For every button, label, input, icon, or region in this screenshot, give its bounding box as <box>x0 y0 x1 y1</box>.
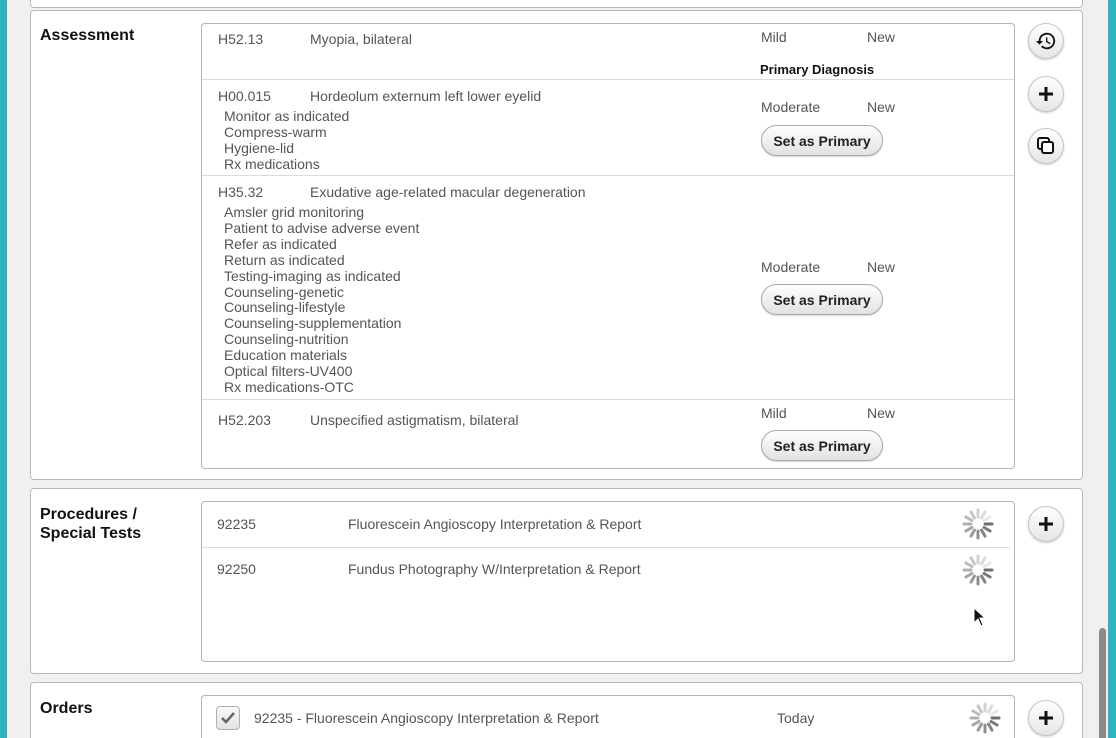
plan-item: Patient to advise adverse event <box>224 219 420 236</box>
plan-item: Counseling-lifestyle <box>224 299 346 316</box>
plus-icon <box>1037 85 1055 103</box>
diagnosis-status: New <box>867 29 896 45</box>
diagnosis-severity: Mild <box>761 405 787 421</box>
diagnosis-description: Exudative age-related macular degeneration <box>310 184 586 200</box>
scrollbar-thumb[interactable] <box>1099 628 1106 738</box>
orders-list <box>201 695 1015 738</box>
plan-list <box>224 109 349 173</box>
assessment-section <box>30 10 1083 480</box>
plan-item: Education materials <box>224 347 347 364</box>
order-label: 92235 - Fluorescein Angioscopy Interpretation & Report <box>254 710 599 726</box>
procedures-title <box>40 505 141 543</box>
plan-item: Counseling-genetic <box>224 283 344 300</box>
previous-section <box>30 0 1083 8</box>
diagnosis-status: New <box>867 405 896 421</box>
procedure-list <box>201 501 1015 662</box>
procedure-code: 92250 <box>217 561 256 577</box>
plan-item: Counseling-supplementation <box>224 315 402 332</box>
plus-icon <box>1037 515 1055 533</box>
add-procedure-button[interactable] <box>1028 506 1064 542</box>
checkmark-icon <box>220 710 236 726</box>
plan-item: Refer as indicated <box>224 235 337 252</box>
loading-spinner-icon <box>969 702 1001 734</box>
set-as-primary-button[interactable]: Set as Primary <box>761 284 883 315</box>
plan-item: Optical filters-UV400 <box>224 363 353 380</box>
plan-item: Hygiene-lid <box>224 139 295 156</box>
diagnosis-code: H00.015 <box>218 88 271 104</box>
plan-item: Return as indicated <box>224 251 345 268</box>
diagnosis-status: New <box>867 99 896 115</box>
chart-viewport <box>7 0 1108 738</box>
diagnosis-list <box>201 23 1015 469</box>
diagnosis-severity: Mild <box>761 29 787 45</box>
plus-icon <box>1037 709 1055 727</box>
primary-diagnosis-label: Primary Diagnosis <box>760 62 875 77</box>
plan-item: Amsler grid monitoring <box>224 204 365 220</box>
diagnosis-row[interactable] <box>202 80 1014 176</box>
scrollbar[interactable] <box>1096 0 1108 738</box>
diagnosis-row[interactable] <box>202 400 1014 469</box>
mouse-cursor-icon <box>973 607 987 627</box>
loading-spinner-icon <box>962 508 994 540</box>
procedures-section <box>30 488 1083 674</box>
assessment-title: Assessment <box>40 27 135 44</box>
history-icon <box>1035 30 1057 52</box>
add-order-button[interactable] <box>1028 700 1064 736</box>
set-as-primary-button[interactable]: Set as Primary <box>761 125 883 156</box>
diagnosis-description: Unspecified astigmatism, bilateral <box>310 412 519 428</box>
procedures-title-line1: Procedures / <box>40 506 137 523</box>
diagnosis-severity: Moderate <box>761 99 821 115</box>
history-button[interactable] <box>1028 23 1064 59</box>
diagnosis-code: H52.13 <box>218 31 264 47</box>
diagnosis-status: New <box>867 259 896 275</box>
copy-button[interactable] <box>1028 128 1064 164</box>
orders-title: Orders <box>40 700 93 717</box>
plan-item: Compress-warm <box>224 123 327 140</box>
order-date: Today <box>777 710 815 726</box>
plan-item: Rx medications <box>224 155 320 172</box>
orders-section <box>30 682 1083 738</box>
procedure-description: Fundus Photography W/Interpretation & Report <box>348 561 641 577</box>
diagnosis-row[interactable] <box>202 176 1014 400</box>
plan-item: Testing-imaging as indicated <box>224 267 401 284</box>
copy-icon <box>1036 136 1056 156</box>
procedure-row[interactable] <box>202 548 1010 594</box>
loading-spinner-icon <box>962 554 994 586</box>
diagnosis-description: Hordeolum externum left lower eyelid <box>310 88 542 104</box>
add-diagnosis-button[interactable] <box>1028 76 1064 112</box>
plan-item: Counseling-nutrition <box>224 331 349 348</box>
order-row[interactable] <box>202 696 1010 738</box>
diagnosis-code: H35.32 <box>218 184 264 200</box>
diagnosis-description: Myopia, bilateral <box>310 31 412 47</box>
procedure-description: Fluorescein Angioscopy Interpretation & Report <box>348 516 642 532</box>
plan-item: Monitor as indicated <box>224 108 350 124</box>
set-as-primary-button[interactable]: Set as Primary <box>761 430 883 461</box>
plan-list <box>224 205 419 396</box>
procedure-row[interactable] <box>202 502 1010 548</box>
diagnosis-code: H52.203 <box>218 412 271 428</box>
procedures-title-line2: Special Tests <box>40 525 142 542</box>
diagnosis-severity: Moderate <box>761 259 821 275</box>
plan-item: Rx medications-OTC <box>224 378 354 395</box>
order-checkbox[interactable] <box>216 706 240 730</box>
diagnosis-row[interactable] <box>202 24 1014 80</box>
procedure-code: 92235 <box>217 516 256 532</box>
